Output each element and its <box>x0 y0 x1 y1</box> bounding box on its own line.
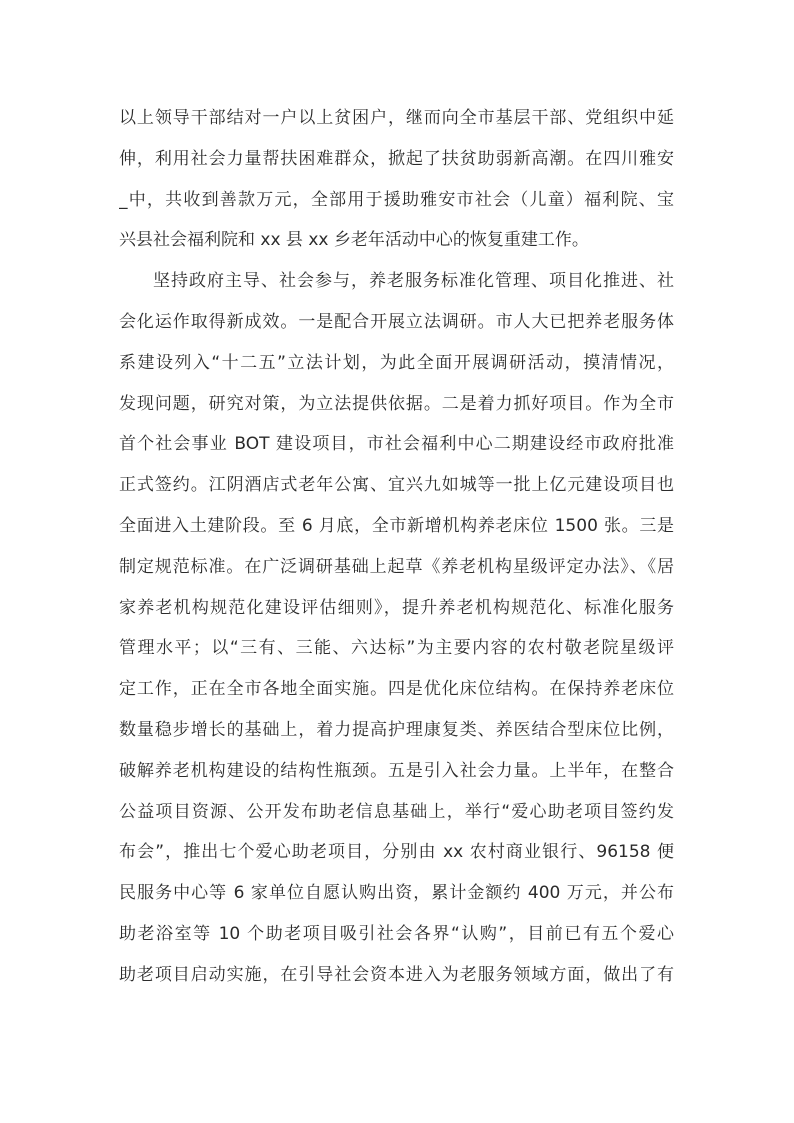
text-line: 数量稳步增长的基础上，着力提高护理康复类、养医结合型床位比例， <box>119 719 674 740</box>
text-line: 以上领导干部结对一户以上贫困户，继而向全市基层干部、党组织中延 <box>119 108 674 128</box>
text-line: 坚持政府主导、社会参与，养老服务标准化管理、项目化推进、社 <box>153 271 674 292</box>
text-line: 发现问题，研究对策，为立法提供依据。二是着力抓好项目。作为全市 <box>119 393 674 414</box>
text-line: 制定规范标准。在广泛调研基础上起草《养老机构星级评定办法》、《居 <box>119 556 674 577</box>
body-text <box>119 98 674 996</box>
text-line: 系建设列入“十二五”立法计划，为此全面开展调研活动，摸清情况， <box>119 352 674 373</box>
text-line: 破解养老机构建设的结构性瓶颈。五是引入社会力量。上半年，在整合 <box>119 760 674 781</box>
text-line: 正式签约。江阴酒店式老年公寓、宜兴九如城等一批上亿元建设项目也 <box>119 475 674 496</box>
text-line: 民服务中心等 6 家单位自愿认购出资，累计金额约 400 万元，并公布 <box>119 883 674 904</box>
text-line: 助老项目启动实施，在引导社会资本进入为老服务领域方面，做出了有 <box>119 964 674 985</box>
text-line: 全面进入土建阶段。至 6 月底，全市新增机构养老床位 1500 张。三是 <box>119 515 674 536</box>
text-line: 家养老机构规范化建设评估细则》，提升养老机构规范化、标准化服务 <box>119 597 674 618</box>
text-line: 公益项目资源、公开发布助老信息基础上，举行“爱心助老项目签约发 <box>119 801 674 822</box>
text-line: _中，共收到善款万元，全部用于援助雅安市社会（儿童）福利院、宝 <box>119 189 674 210</box>
text-line: 管理水平；以“三有、三能、六达标”为主要内容的农村敬老院星级评 <box>119 638 674 659</box>
text-line: 会化运作取得新成效。一是配合开展立法调研。市人大已把养老服务体 <box>119 311 674 332</box>
text-line: 首个社会事业 BOT 建设项目，市社会福利中心二期建设经市政府批准 <box>119 434 674 455</box>
text-line: 定工作，正在全市各地全面实施。四是优化床位结构。在保持养老床位 <box>119 679 674 700</box>
text-line: 伸，利用社会力量帮扶困难群众，掀起了扶贫助弱新高潮。在四川雅安 <box>119 148 674 169</box>
text-line: 兴县社会福利院和 xx 县 xx 乡老年活动中心的恢复重建工作。 <box>119 230 589 251</box>
text-line: 布会”，推出七个爱心助老项目，分别由 xx 农村商业银行、96158 便 <box>119 842 674 863</box>
text-line: 助老浴室等 10 个助老项目吸引社会各界“认购”，目前已有五个爱心 <box>119 923 674 944</box>
